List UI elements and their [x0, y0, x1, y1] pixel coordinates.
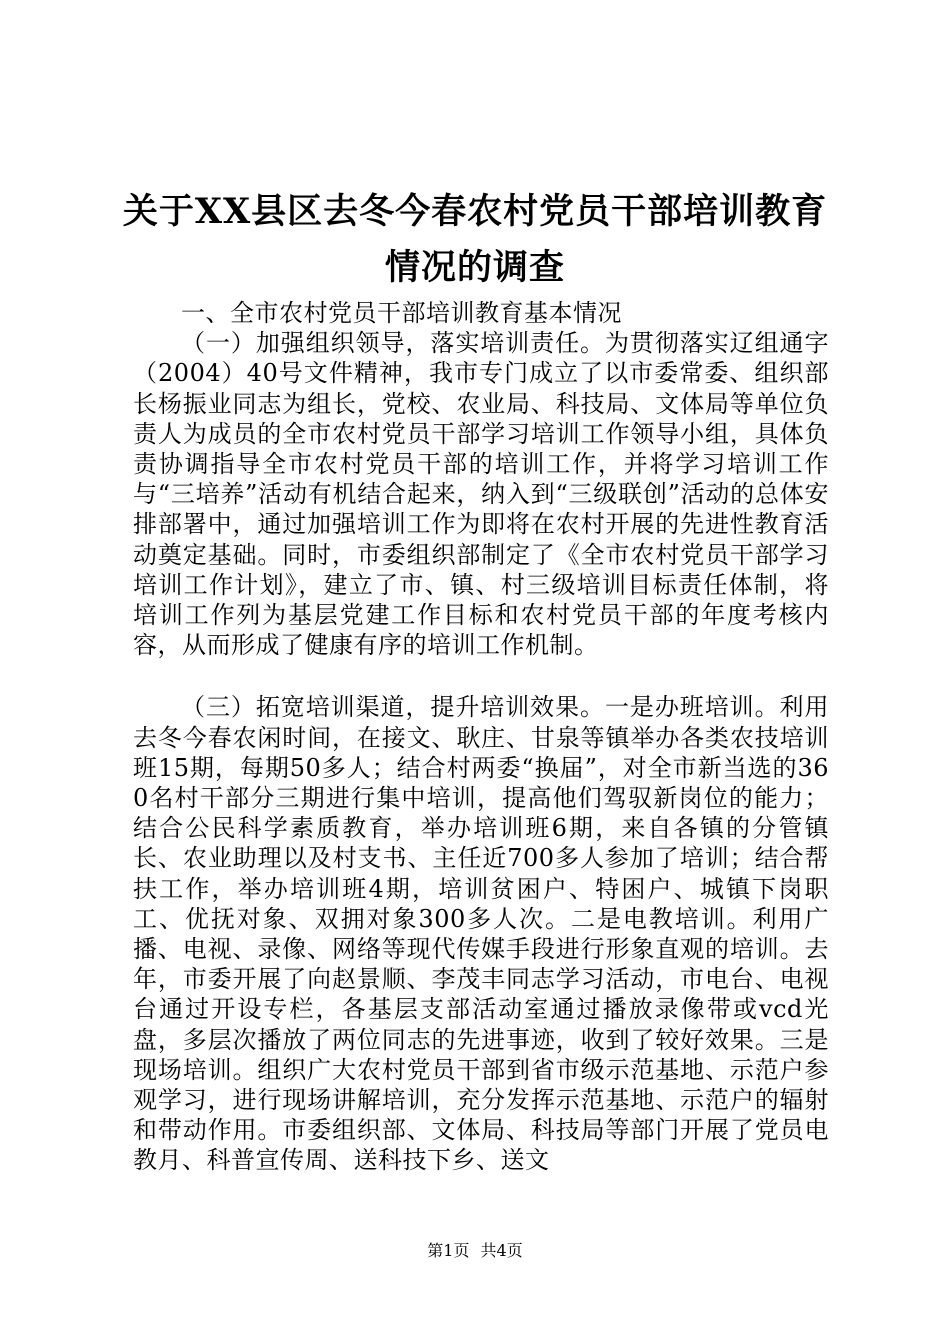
- section-heading: 一、全市农村党员干部培训教育基本情况: [181, 299, 622, 327]
- paragraph-organization: （一）加强组织领导，落实培训责任。为贯彻落实辽组通字（2004）40号文件精神，我市专门成立了以市委常委、组织部长杨振业同志为组长，党校、农业局、科技局、文体局等单位负责人为成员的全市农村党员干部学习培训工作领导小组，具体负责协调指导全市农村党员干部的培训工作，并将学习培训工作与“三培养”活动有机结合起来，纳入到“三级联创”活动的总体安排部署中，通过加强培训工作为即将在农村开展的先进性教育活动奠定基础。同时，市委组织部制定了《全市农村党员干部学习培训工作计划》，建立了市、镇、村三级培训目标责任体制，将培训工作列为基层党建工作目标和农村党员干部的年度考核内容，从而形成了健康有序的培训工作机制。: [133, 329, 829, 660]
- document-body: [133, 298, 829, 1176]
- document-title-line1: 关于XX县区去冬今春农村党员干部培训教育: [122, 191, 828, 232]
- paragraph-training-channels: （三）拓宽培训渠道，提升培训效果。一是办班培训。利用去冬今春农闲时间，在接文、耿庄、甘泉等镇举办各类农技培训班15期，每期50多人；结合村两委“换届”，对全市新当选的360名村干部分三期进行集中培训，提高他们驾驭新岗位的能力；结合公民科学素质教育，举办培训班6期，来自各镇的分管镇长、农业助理以及村支书、主任近700多人参加了培训；结合帮扶工作，举办培训班4期，培训贫困户、特困户、城镇下岗职工、优抚对象、双拥对象300多人次。二是电教培训。利用广播、电视、录像、网络等现代传媒手段进行形象直观的培训。去年，市委开展了向赵景顺、李茂丰同志学习活动，市电台、电视台通过开设专栏，各基层支部活动室通过播放录像带或vcd光盘，多层次播放了两位同志的先进事迹，收到了较好效果。三是现场培训。组织广大农村党员干部到省市级示范基地、示范户参观学习，进行现场讲解培训，充分发挥示范基地、示范户的辐射和带动作用。市委组织部、文体局、科技局等部门开展了党员电教月、科普宣传周、送科技下乡、送文: [133, 693, 829, 1175]
- document-title-line2: 情况的调查: [384, 247, 565, 288]
- page-footer: [0, 1240, 950, 1262]
- page-number-total: 共4页: [480, 1241, 523, 1260]
- page-number-current: 第1页: [427, 1241, 470, 1260]
